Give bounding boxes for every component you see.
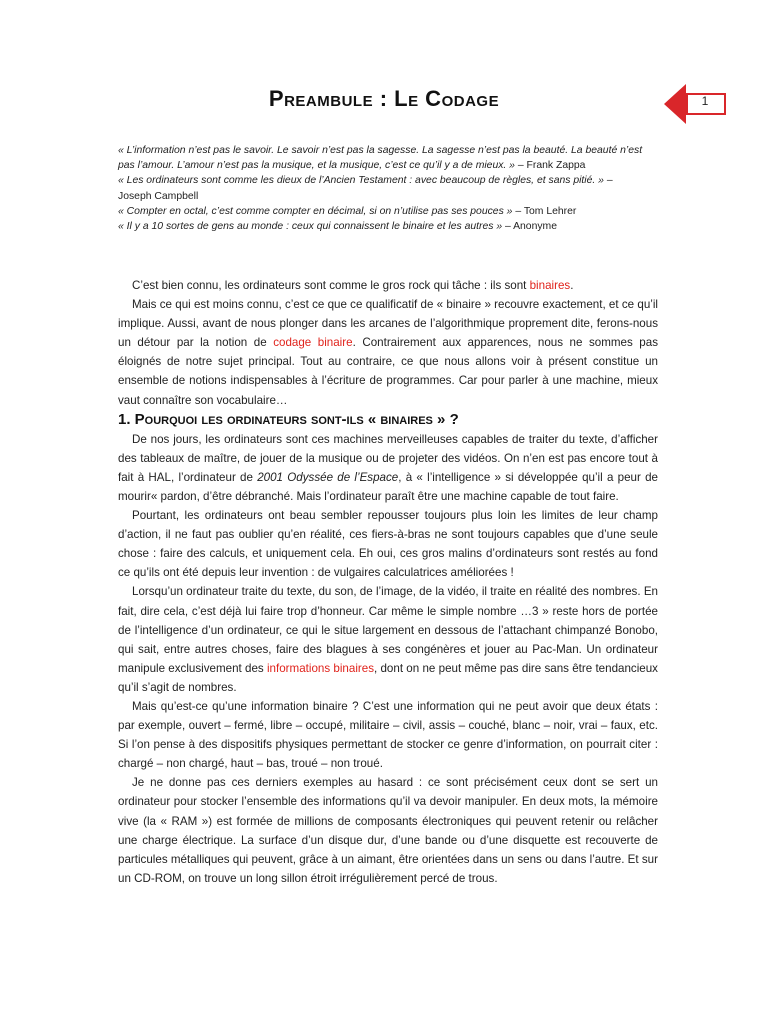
section-heading: 1. Pourquoi les ordinateurs sont-ils « binaires » ? xyxy=(118,410,459,428)
text-span: C’est bien connu, les ordinateurs sont comme le gros rock qui tâche : ils sont xyxy=(132,279,530,292)
text-span: Mais ce qui est moins connu, c’est ce que ce qualificatif de « binaire » recouvre exactement, et ce qu’il implique. Aussi, avant de nous plonger dans les arcanes de l’algorithmique proprement dite, ferons-nous un détour par la notion de xyxy=(118,298,658,350)
section-paragraph-1 xyxy=(118,430,658,506)
text-span: Lorsqu’un ordinateur traite du texte, du son, de l’image, de la vidéo, il traite en réalité des nombres. En fait, dire cela, c’est déjà lui faire trop d’honneur. Car même le simple nombre …3 » reste hors de portée de l’intelligence d’un ordinateur, ce qui le situe largement en dessous de l’attachant chimpanzé Bonobo, qui sait, entre autres choses, faire des blagues à ses congénères et jouer au Pac-Man. Un ordinateur manipule exclusivement des xyxy=(118,585,658,675)
page-number-badge xyxy=(664,84,726,124)
text-span: De nos jours, les ordinateurs sont ces machines merveilleuses capables de traiter du texte, d’afficher des tableaux de maître, de jouer de la musique ou de projeter des vidéos. On n’en est pas encore tout à fait à HAL, l’ordinateur de xyxy=(118,432,658,484)
text-span: , dont on ne peut même pas dire sans être tendancieux qu’il s’agit de nombres. xyxy=(118,661,658,694)
quote-text: « Compter en octal, c’est comme compter en décimal, si on n’utilise pas ses pouces » xyxy=(118,205,513,217)
quote-author: – Joseph Campbell xyxy=(118,175,613,202)
quote-text: « Les ordinateurs sont comme les dieux de l’Ancien Testament : avec beaucoup de règles, et sans pitié. » xyxy=(118,175,604,187)
section-paragraph-4: Mais qu’est-ce qu’une information binaire ? C’est une information qui ne peut avoir que deux états : par exemple, ouvert – fermé, libre – occupé, militaire – civil, assis – couché, blanc – noir, vrai – faux, etc. Si l’on pense à des dispositifs physiques permettant de stocker ce genre d’information, on pourrait citer : chargé – non chargé, haut – bas, troué – non troué. xyxy=(118,699,658,771)
text-span: . Contrairement aux apparences, nous ne sommes pas éloignés de notre sujet principal. Tout au contraire, ce que nous allons voir à présent constitue un ensemble de notions indispensables à l’écriture de programmes. Car pour parler à une machine, mieux vaut connaître son vocabulaire… xyxy=(118,336,658,407)
quote-author: – Tom Lehrer xyxy=(512,205,577,217)
epigraph-quotes xyxy=(118,143,648,234)
section-paragraph-3 xyxy=(118,582,658,697)
section-paragraph-2: Pourtant, les ordinateurs ont beau sembler repousser toujours plus loin les limites de leur champ d’action, il ne faut pas oublier qu’en réalité, ces fiers-à-bras ne sont toujours capables que d’une seule chose : faire des calculs, et uniquement cela. Eh oui, ces gros malins d’ordinateurs sont restés au fond ce qu’ils ont été depuis leur invention : de vulgaires calculatrices améliorées ! xyxy=(118,509,658,580)
highlight-binaires: binaires xyxy=(529,279,571,292)
intro-paragraph-1 xyxy=(118,276,658,295)
quote-1 xyxy=(118,143,648,173)
body-text xyxy=(118,276,658,888)
quote-author: – Frank Zappa xyxy=(514,160,586,172)
quote-text: « L’information n’est pas le savoir. Le savoir n’est pas la sagesse. La sagesse n’est pas la beauté. La beauté n’est pas l’amour. L’amour n’est pas la musique, et la musique, c’est ce qu’il y a de mieux. » xyxy=(118,145,643,172)
quote-author: – Anonyme xyxy=(502,221,557,233)
intro-paragraph-2 xyxy=(118,295,658,410)
section-paragraph-5: Je ne donne pas ces derniers exemples au hasard : ce sont précisément ceux dont se sert un ordinateur pour stocker l’ensemble des informations qu’il va devoir manipuler. En deux mots, la mémoire vive (la « RAM ») est formée de millions de composants électroniques qui peuvent retenir ou relâcher une charge électrique. La surface d’un disque dur, d’une bande ou d’une disquette est recouverte de particules métalliques qui peuvent, grâce à un aimant, être orientées dans un sens ou dans l’autre. Et sur un CD-ROM, on trouve un long sillon étroit irrégulièrement percé de trous. xyxy=(118,776,658,885)
page-number: 1 xyxy=(701,94,709,108)
page-title: Preambule : Le Codage xyxy=(268,86,500,111)
highlight-informations-binaires: informations binaires xyxy=(266,661,374,675)
quote-4 xyxy=(118,219,648,234)
highlight-codage-binaire: codage binaire xyxy=(273,336,353,350)
text-span: , à « l’intelligence » si développée qu’il a peur de mourir« pardon, d’être débranché. Mais l’ordinateur paraît être une machine capable de tout faire. xyxy=(118,470,658,503)
quote-3 xyxy=(118,204,648,219)
quote-text: « Il y a 10 sortes de gens au monde : ceux qui connaissent le binaire et les autres » xyxy=(118,221,503,233)
text-span: . xyxy=(570,279,574,292)
quote-2 xyxy=(118,173,648,203)
film-title: 2001 Odyssée de l’Espace xyxy=(257,470,399,484)
